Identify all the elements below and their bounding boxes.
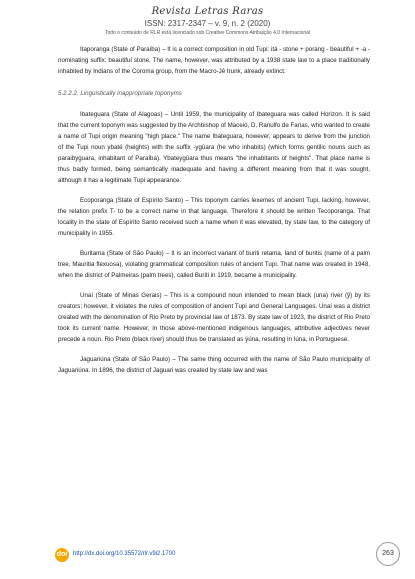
section-heading: 5.2.2.2. Linguistically inappropriate toponyms: [58, 90, 182, 97]
journal-title: Revista Letras Raras: [151, 6, 264, 17]
paragraph-itaporanga: Itaporanga (State of Paraíba) – It is a correct composition in old Tupi: itá - stone + porang - beautiful + -a - nominating suffix: beautiful stone. The name, however, was attributed by a 1938 state law to a place traditionally inhabited by Indians of the Coroma group, from the Macro-Jê trunk, already extinct.: [58, 46, 370, 75]
paragraph-unai: Unaí (State of Minas Gerais) – This is a compound noun intended to mean black (una) river (ỹ) by its creators; however, it violates the rules of composition of ancient Tupi and General Languages. Unaí was a district created with the denomination of Rio Preto by provincial law of 1873. By state law of 1923, the district of Rio Preto took its current name. However, in those above-mentioned indigenous languages, attributive adjectives never precede a noun. Rio Preto (black river) should thus be translated as ýúna, resulting in Iúna, in Portuguese.: [58, 292, 370, 343]
paragraph-ibateguara: Ibateguara (State of Alagoas) – Until 1959, the municipality of Ibateguara was called Horizon. It is said that the current toponym was suggested by the Archbishop of Maceió, D. Ranulfo de Farias, who wanted to create a name of Tupi origin meaning "high place." The name Ibateguara, however, appears to derive from the junction of the Tupi noun ybaté (heights) with the suffix -ygûara (he who inhabits) (which forms gentilic nouns such as paraibyguara, inhabitant of Paraíba). Ybateygûara thus means "the inhabitants of heights". That place name is thus badly formed, being semantically inadequate and having a different meaning from that it was sought, although it has a legitimate Tupi appearance.: [58, 111, 370, 184]
article-body: [58, 44, 370, 385]
page-header: [0, 6, 415, 37]
paragraph-jaguariuna: Jaguariúna (State of São Paulo) – The same thing occurred with the name of São Paulo municipality of Jaguariúna. In 1896, the district of Jaguari was created by state law and was: [58, 356, 370, 374]
license-line: Todo o conteúdo de RLR está licenciado sob Creative Commons Atribuição 4.0 Internacional: [104, 30, 311, 36]
doi-link[interactable]: http://dx.doi.org/10.35572/rlr.v9i2.1700: [73, 551, 176, 557]
doi-logo-icon: doi: [55, 548, 69, 562]
page-number: 263: [376, 542, 400, 566]
paragraph-ecoporanga: Ecoporanga (State of Espírito Santo) – This toponym carries lexemes of ancient Tupi, lacking, however, the relation prefix T- to be a correct name in that language. Therefore it should be written Tecoporanga. That locality in the state of Espírito Santo received such a name when it was elevated, by state law, to the category of municipality in 1955.: [58, 197, 370, 237]
paragraph-buritama: Buritama (State of São Paulo) – It is an incorrect variant of buriti retama, land of buritis (name of a palm tree, Mauritia flexuosa), violating grammatical composition rules of ancient Tupi. That name was created in 1948, when the district of Palmeiras (palm trees), called Buriti in 1919, became a municipality.: [58, 250, 370, 279]
issn-line: ISSN: 2317-2347 – v. 9, n. 2 (2020): [144, 19, 271, 28]
